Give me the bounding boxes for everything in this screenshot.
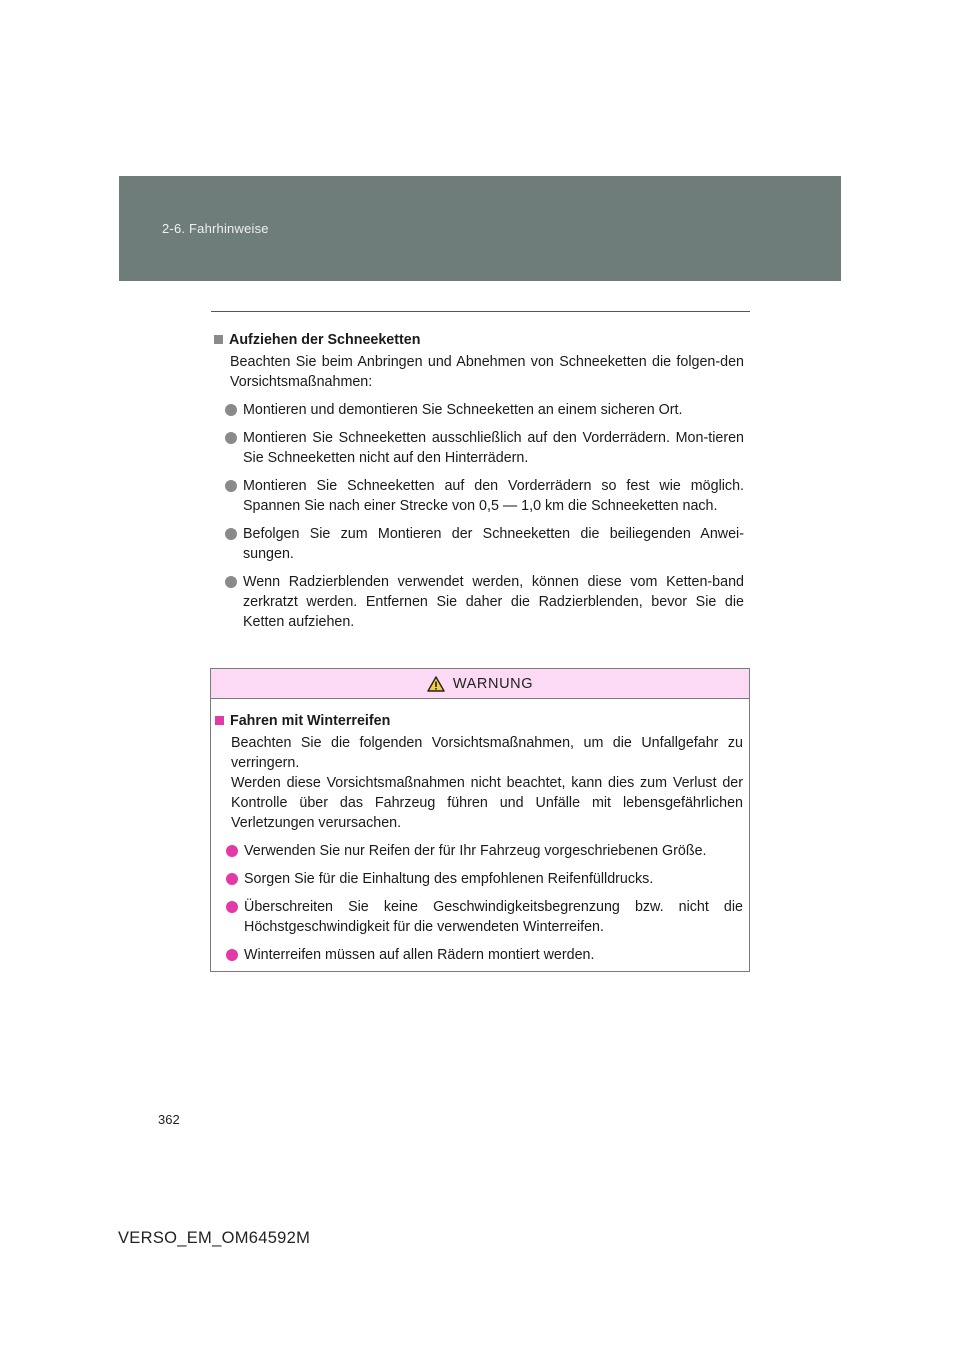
list-item: Winterreifen müssen auf allen Rädern montiert werden. bbox=[215, 945, 743, 965]
list-item: Verwenden Sie nur Reifen der für Ihr Fahrzeug vorgeschriebenen Größe. bbox=[215, 841, 743, 861]
warning-box bbox=[210, 668, 750, 972]
list-item: Montieren Sie Schneeketten auf den Vorderrädern so fest wie möglich. Spannen Sie nach einer Strecke von 0,5 — 1,0 km die Schneeketten nach. bbox=[214, 476, 744, 516]
warning-body bbox=[215, 711, 743, 965]
list-item: Sorgen Sie für die Einhaltung des empfohlenen Reifenfülldrucks. bbox=[215, 869, 743, 889]
circle-bullet-icon bbox=[226, 949, 238, 961]
circle-bullet-icon bbox=[226, 845, 238, 857]
snow-chains-intro: Beachten Sie beim Anbringen und Abnehmen von Schneeketten die folgen-den Vorsichtsmaßnahmen: bbox=[230, 354, 744, 390]
square-bullet-icon bbox=[214, 335, 223, 344]
section-header-band bbox=[119, 176, 841, 281]
circle-bullet-icon bbox=[225, 432, 237, 444]
circle-bullet-icon bbox=[226, 901, 238, 913]
warning-heading-text: Fahren mit Winterreifen bbox=[230, 713, 391, 729]
warning-title: WARNUNG bbox=[452, 675, 534, 692]
circle-bullet-icon bbox=[225, 480, 237, 492]
warning-bullets bbox=[215, 841, 743, 965]
list-item: Wenn Radzierblenden verwendet werden, können diese vom Ketten-band zerkratzt werden. Entfernen Sie daher die Radzierblenden, bevor Sie die Ketten aufziehen. bbox=[214, 572, 744, 632]
circle-bullet-icon bbox=[225, 528, 237, 540]
warning-triangle-icon bbox=[427, 676, 445, 692]
divider bbox=[211, 311, 750, 312]
circle-bullet-icon bbox=[226, 873, 238, 885]
snow-chains-heading bbox=[214, 330, 744, 350]
snow-chains-section bbox=[214, 330, 744, 632]
document-code: VERSO_EM_OM64592M bbox=[118, 1229, 311, 1247]
list-item: Montieren und demontieren Sie Schneeketten an einem sicheren Ort. bbox=[214, 400, 744, 420]
list-item: Montieren Sie Schneeketten ausschließlich auf den Vorderrädern. Mon-tieren Sie Schneeketten nicht auf den Hinterrädern. bbox=[214, 428, 744, 468]
snow-chains-bullets bbox=[214, 400, 744, 632]
circle-bullet-icon bbox=[225, 404, 237, 416]
square-bullet-icon bbox=[215, 716, 224, 725]
warning-intro-2: Werden diese Vorsichtsmaßnahmen nicht beachtet, kann dies zum Verlust der Kontrolle über das Fahrzeug führen und Unfälle mit lebensgefährlichen Verletzungen verursachen. bbox=[231, 775, 743, 831]
warning-heading bbox=[215, 711, 743, 731]
list-item: Befolgen Sie zum Montieren der Schneeketten die beiliegenden Anwei-sungen. bbox=[214, 524, 744, 564]
section-label: 2-6. Fahrhinweise bbox=[162, 221, 269, 236]
page-number: 362 bbox=[158, 1112, 180, 1127]
circle-bullet-icon bbox=[225, 576, 237, 588]
warning-header bbox=[211, 669, 749, 699]
warning-intro-1: Beachten Sie die folgenden Vorsichtsmaßnahmen, um die Unfallgefahr zu verringern. bbox=[231, 735, 743, 771]
list-item: Überschreiten Sie keine Geschwindigkeitsbegrenzung bzw. nicht die Höchstgeschwindigkeit für die verwendeten Winterreifen. bbox=[215, 897, 743, 937]
snow-chains-heading-text: Aufziehen der Schneeketten bbox=[229, 332, 421, 348]
